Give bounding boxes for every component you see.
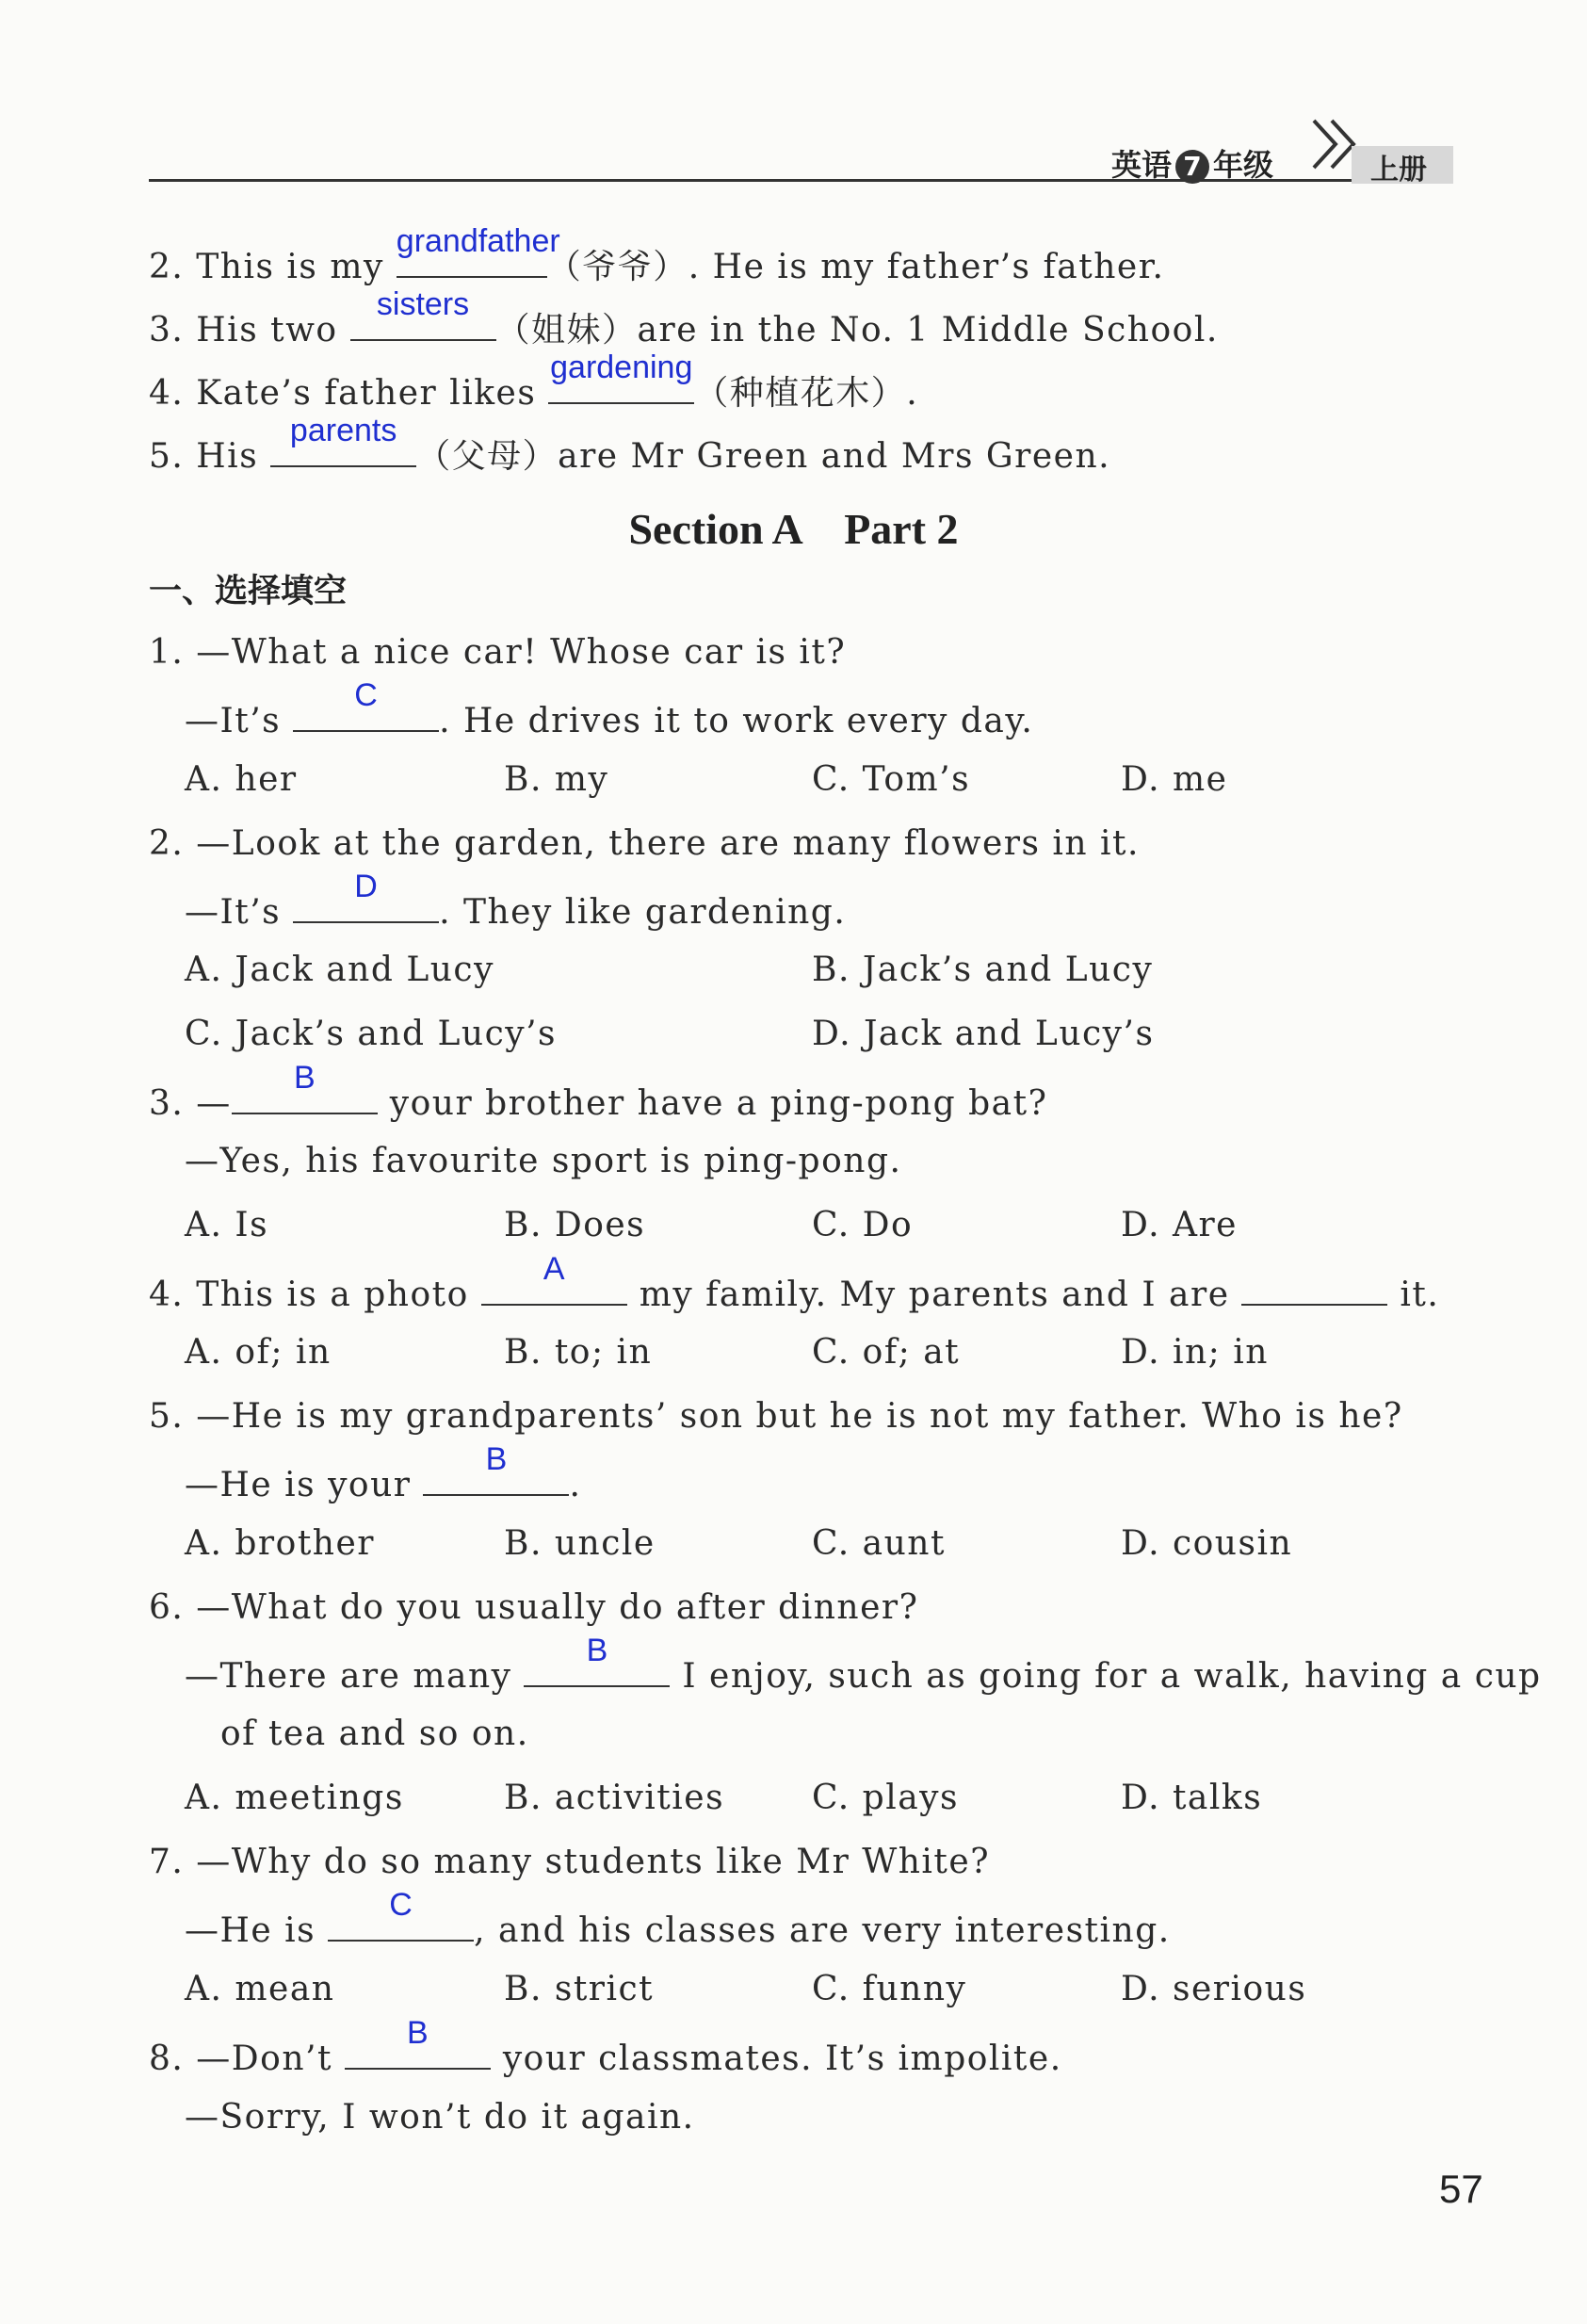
answer-blank [524,1633,670,1687]
question-6-continuation: of tea and so on. [220,1715,529,1753]
option: D. serious [1121,1970,1307,2008]
option: D. Jack and Lucy’s [812,1015,1155,1053]
question-5-stem: 5. —He is my grandparents’ son but he is not my father. Who is he? [149,1397,1403,1436]
question-1-stem: 1. —What a nice car! Whose car is it? [149,633,847,672]
option: A. Is [185,1206,269,1244]
option: B. strict [504,1970,655,2008]
answer-blank [293,869,439,923]
grade-number-badge: 7 [1175,150,1209,184]
option: D. Are [1121,1206,1238,1244]
option: A. of; in [185,1333,332,1372]
fill-item-3: 3. His two sisters （姐妹）are in the No. 1 Middle School. [149,303,1219,352]
volume-label: 上册 [1370,154,1427,187]
answer-blank-empty [1241,1268,1387,1306]
answer-blank [423,1441,569,1496]
handwritten-answer: C [389,1887,413,1923]
answer-blank [548,349,694,404]
question-3-response: —Yes, his favourite sport is ping-pong. [185,1142,902,1180]
question-8-stem: 8. —Don’t B your classmates. It’s impolite. [149,2032,1062,2081]
section-title: Section A Part 2 [628,505,959,553]
question-7-stem: 7. —Why do so many students like Mr White? [149,1843,991,1881]
option: C. aunt [812,1524,946,1563]
handwritten-answer: B [293,1060,316,1096]
question-7-response: —He is C , and his classes are very interesting. [185,1904,1171,1953]
option: C. Do [812,1206,914,1244]
book-header [1111,141,1273,185]
handwritten-answer: grandfather [396,223,560,259]
option: C. of; at [812,1333,961,1372]
question-1-response: —It’s C . He drives it to work every day. [185,694,1033,743]
answer-blank [293,677,439,732]
grade-label: 年级 [1213,147,1274,183]
option: B. Jack’s and Lucy [812,951,1154,989]
option: B. to; in [504,1333,653,1372]
answer-blank [345,2015,491,2070]
question-5-response: —He is your B . [185,1458,581,1507]
option: D. cousin [1121,1524,1293,1563]
option: A. meetings [185,1779,404,1817]
question-6-stem: 6. —What do you usually do after dinner? [149,1588,919,1627]
option: A. brother [185,1524,375,1563]
option: B. activities [504,1779,725,1817]
fill-item-4: 4. Kate’s father likes gardening （种植花木）. [149,366,918,415]
option: B. uncle [504,1524,656,1563]
question-3-stem: 3. — B your brother have a ping-pong bat? [149,1077,1047,1126]
page-number: 57 [1439,2167,1483,2211]
handwritten-answer: B [407,2015,429,2051]
fill-item-2: 2. This is my grandfather （爷爷）. He is my father’s father. [149,240,1164,289]
option: A. Jack and Lucy [185,951,494,989]
answer-blank [396,223,560,278]
option: C. Jack’s and Lucy’s [185,1015,558,1053]
answer-blank [350,286,496,341]
handwritten-answer: A [542,1251,565,1287]
option: C. Tom’s [812,760,971,799]
question-4-stem: 4. This is a photo A my family. My parents and I are it. [149,1268,1439,1317]
option: D. talks [1121,1779,1263,1817]
option: B. my [504,760,609,799]
handwritten-answer: D [354,869,378,904]
question-2-stem: 2. —Look at the garden, there are many flowers in it. [149,824,1140,863]
handwritten-answer: B [485,1441,508,1477]
option: A. her [185,760,298,799]
handwritten-answer: B [586,1633,608,1668]
handwritten-answer: sisters [376,286,470,322]
answer-blank [481,1251,627,1306]
fill-item-5: 5. His parents （父母）are Mr Green and Mrs Green. [149,430,1110,479]
question-6-response: —There are many B I enjoy, such as going for a walk, having a cup [185,1650,1542,1698]
handwritten-answer: parents [289,413,397,448]
answer-blank [270,413,416,467]
subject-label: 英语 [1111,147,1173,183]
handwritten-answer: C [354,677,378,713]
option: B. Does [504,1206,646,1244]
option: A. mean [185,1970,335,2008]
part-heading: 一、选择填空 [149,573,348,610]
option: D. in; in [1121,1333,1269,1372]
option: D. me [1121,760,1228,799]
option: C. funny [812,1970,967,2008]
answer-blank [232,1060,378,1114]
handwritten-answer: gardening [550,349,693,385]
option: C. plays [812,1779,959,1817]
question-8-response: —Sorry, I won’t do it again. [185,2098,695,2137]
question-2-response: —It’s D . They like gardening. [185,886,846,934]
volume-tab [1352,146,1453,187]
answer-blank [328,1887,474,1942]
